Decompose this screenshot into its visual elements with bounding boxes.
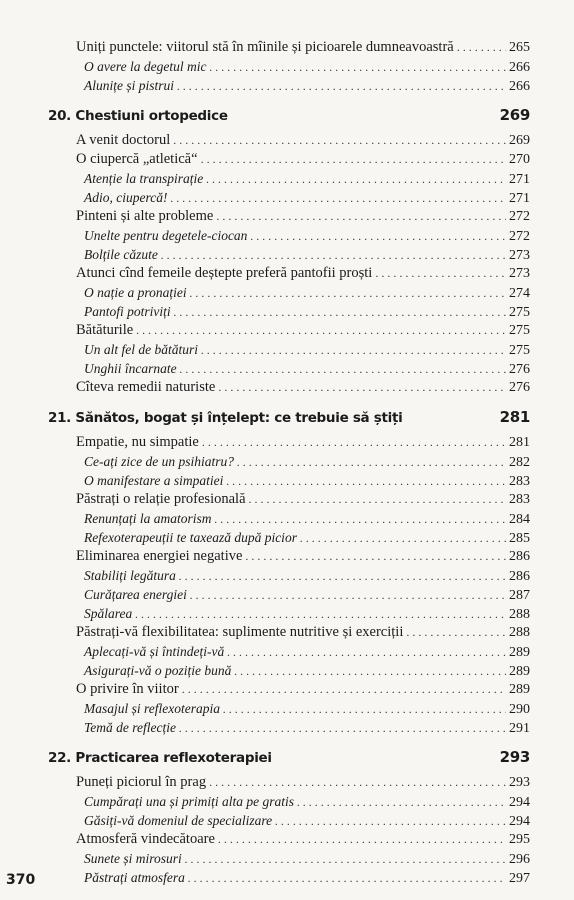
toc-section [48,207,530,226]
dot-leader [275,812,506,831]
toc-section [48,490,530,509]
toc-subsection [48,359,530,378]
dot-leader [161,246,506,265]
entry-page: 275 [509,305,530,320]
toc-subsection [48,302,530,321]
dot-leader [223,700,506,719]
entry-title: Bătăturile [76,322,134,338]
toc-subsection [48,528,530,547]
chapter-page: 293 [499,748,530,766]
entry-title: Aplecați-vă și întindeți-vă [84,644,225,659]
dot-leader [180,360,506,379]
toc-subsection [48,811,530,830]
dot-leader [206,170,506,189]
entry-title: Un alt fel de bătături [84,342,198,357]
entry-title: O ciupercă „atletică“ [76,151,198,167]
entry-title: Asigurați-vă o poziție bună [84,663,232,678]
dot-leader [249,490,506,509]
entry-page: 276 [509,380,530,395]
dot-leader [202,433,506,452]
entry-page: 271 [509,172,530,187]
entry-page: 271 [509,191,530,206]
entry-page: 272 [509,229,530,244]
entry-title: Empatie, nu simpatie [76,434,199,450]
entry-title: O nație a pronației [84,285,187,300]
entry-page: 294 [509,814,530,829]
entry-title: O manifestare a simpatiei [84,473,224,488]
dot-leader [174,303,506,322]
chapter-title: 22. Practicarea reflexoterapiei [48,750,272,766]
dot-leader [185,850,506,869]
page-number: 370 [6,872,36,888]
entry-page: 273 [509,248,530,263]
dot-leader [245,547,506,566]
toc-subsection [48,642,530,661]
entry-page: 283 [509,492,530,507]
entry-title: Unghii încarnate [84,361,177,376]
dot-leader [457,38,506,57]
dot-leader [201,341,506,360]
entry-title: Puneți piciorul în prag [76,774,207,790]
entry-title: O privire în viitor [76,681,179,697]
toc-subsection [48,509,530,528]
toc-section [48,264,530,283]
toc-section [48,131,530,150]
table-of-contents [48,38,530,887]
entry-page: 286 [509,549,530,564]
entry-title: Curățarea energiei [84,587,187,602]
entry-page: 275 [509,323,530,338]
entry-title: A venit doctorul [76,132,171,148]
toc-subsection [48,188,530,207]
dot-leader [209,773,506,792]
dot-leader [209,58,506,77]
chapter-heading [48,406,530,428]
toc-section [48,773,530,792]
entry-page: 269 [509,133,530,148]
toc-section [48,378,530,397]
entry-page: 272 [509,209,530,224]
entry-title: Cumpărați una și primiți alta pe gratis [84,794,295,809]
toc-subsection [48,868,530,887]
entry-page: 297 [509,871,530,886]
entry-page: 284 [509,512,530,527]
entry-page: 270 [509,152,530,167]
entry-title: Uniți punctele: viitorul stă în mîinile și picioarele dumneavoastră [76,39,454,55]
entry-title: Sunete și mirosuri [84,851,182,866]
entry-page: 294 [509,795,530,810]
toc-subsection [48,452,530,471]
dot-leader [218,830,506,849]
entry-page: 276 [509,362,530,377]
dot-leader [406,623,506,642]
dot-leader [226,472,506,491]
dot-leader [177,77,506,96]
toc-subsection [48,226,530,245]
toc-section [48,547,530,566]
entry-page: 286 [509,569,530,584]
dot-leader [179,719,506,738]
entry-title: Atmosferă vindecătoare [76,831,215,847]
entry-page: 289 [509,682,530,697]
entry-title: Păstrați-vă flexibilitatea: suplimente nutritive și exerciții [76,624,404,640]
chapter-page: 269 [499,106,530,124]
entry-page: 265 [509,40,530,55]
entry-title: Unelte pentru degetele-ciocan [84,228,248,243]
dot-leader [250,227,506,246]
dot-leader [182,680,506,699]
entry-page: 273 [509,266,530,281]
toc-section [48,150,530,169]
entry-page: 291 [509,721,530,736]
entry-page: 290 [509,702,530,717]
toc-section [48,433,530,452]
dot-leader [190,586,506,605]
toc-section [48,38,530,57]
dot-leader [237,453,506,472]
chapter-title: 20. Chestiuni ortopedice [48,108,228,124]
toc-subsection [48,169,530,188]
chapter-page: 281 [499,408,530,426]
toc-subsection [48,604,530,623]
toc-subsection [48,566,530,585]
dot-leader [218,378,506,397]
dot-leader [234,662,506,681]
entry-page: 283 [509,474,530,489]
entry-title: Cîteva remedii naturiste [76,379,216,395]
entry-page: 296 [509,852,530,867]
entry-page: 293 [509,775,530,790]
entry-page: 289 [509,645,530,660]
entry-title: Eliminarea energiei negative [76,548,243,564]
dot-leader [300,529,506,548]
entry-page: 287 [509,588,530,603]
entry-title: Ce-ați zice de un psihiatru? [84,454,234,469]
toc-section [48,321,530,340]
entry-title: Spălarea [84,606,133,621]
dot-leader [173,131,506,150]
dot-leader [170,189,506,208]
dot-leader [297,793,506,812]
toc-section [48,830,530,849]
entry-title: Stabiliți legătura [84,568,176,583]
entry-page: 281 [509,435,530,450]
dot-leader [188,869,506,888]
entry-title: Pinteni și alte probleme [76,208,214,224]
entry-title: Adio, ciupercă! [84,190,168,205]
dot-leader [179,567,506,586]
dot-leader [136,321,506,340]
entry-title: Bolțile căzute [84,247,158,262]
toc-subsection [48,718,530,737]
entry-title: O avere la degetul mic [84,59,207,74]
entry-page: 266 [509,79,530,94]
entry-page: 266 [509,60,530,75]
toc-subsection [48,283,530,302]
toc-subsection [48,585,530,604]
toc-subsection [48,471,530,490]
dot-leader [215,510,507,529]
entry-title: Atenție la transpirație [84,171,204,186]
entry-title: Temă de reflecție [84,720,176,735]
entry-page: 285 [509,531,530,546]
toc-subsection [48,76,530,95]
toc-subsection [48,340,530,359]
chapter-heading [48,746,530,768]
entry-title: Atunci cînd femeile deștepte preferă pantofii proști [76,265,373,281]
entry-page: 288 [509,625,530,640]
dot-leader [190,284,506,303]
entry-page: 275 [509,343,530,358]
entry-title: Păstrați o relație profesională [76,491,246,507]
entry-page: 288 [509,607,530,622]
dot-leader [227,643,506,662]
entry-page: 289 [509,664,530,679]
toc-subsection [48,245,530,264]
entry-title: Renunțați la amatorism [84,511,212,526]
toc-subsection [48,57,530,76]
entry-page: 282 [509,455,530,470]
dot-leader [375,264,506,283]
dot-leader [216,207,506,226]
entry-title: Păstrați atmosfera [84,870,185,885]
dot-leader [135,605,506,624]
chapter-title: 21. Sănătos, bogat și înțelept: ce trebuie să știți [48,410,403,426]
toc-section [48,623,530,642]
toc-section [48,680,530,699]
dot-leader [201,150,506,169]
toc-subsection [48,792,530,811]
toc-subsection [48,849,530,868]
toc-subsection [48,661,530,680]
chapter-heading [48,104,530,126]
entry-title: Refexoterapeuții te taxează după picior [84,530,297,545]
entry-page: 274 [509,286,530,301]
entry-page: 295 [509,832,530,847]
entry-title: Pantofi potriviți [84,304,171,319]
entry-title: Alunițe și pistrui [84,78,175,93]
entry-title: Găsiți-vă domeniul de specializare [84,813,273,828]
toc-subsection [48,699,530,718]
entry-title: Masajul și reflexoterapia [84,701,220,716]
